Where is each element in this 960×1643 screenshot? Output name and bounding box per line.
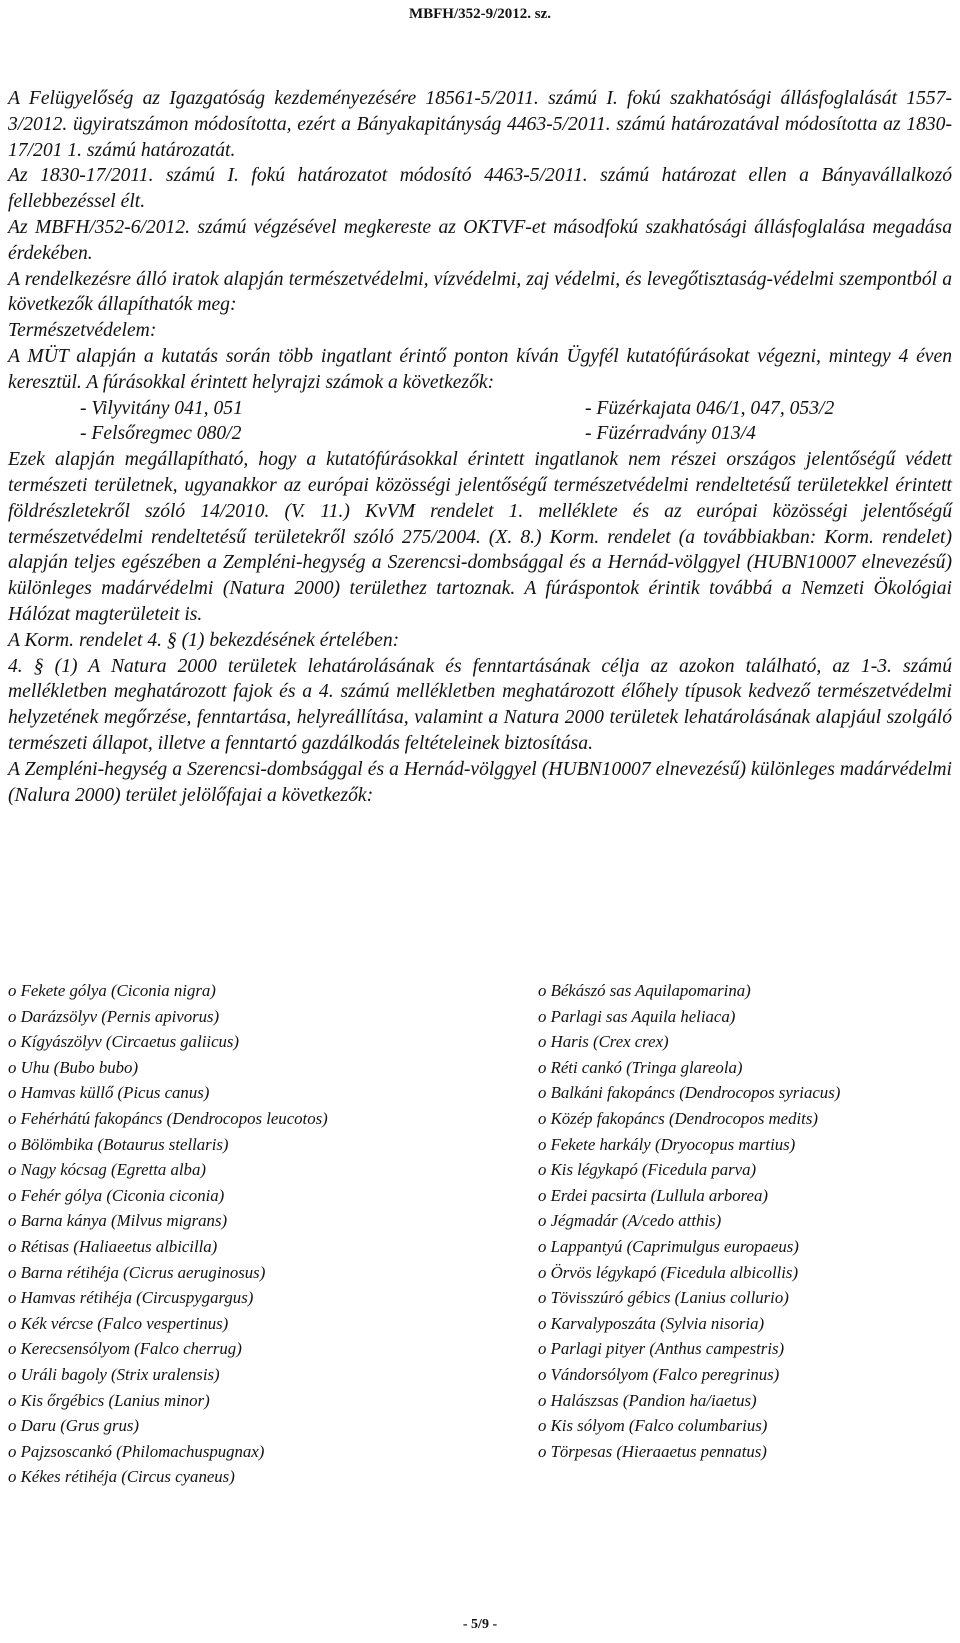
species-item: o Kígyászölyv (Circaetus galiicus) <box>8 1032 240 1052</box>
paragraph: Az 1830-17/2011. számú I. fokú határozatot módosító 4463-5/2011. számú határozat ellen a Bányavállalkozó fellebbezéssel élt. <box>8 165 952 213</box>
species-item: o Pajzsoscankó (Philomachuspugnax) <box>8 1441 265 1461</box>
paragraph: A Zempléni-hegység a Szerencsi-dombsággal és a Hernád-völggyel (HUBN10007 elnevezésű) különleges madárvédelmi (Nalura 2000) terület jelölőfajai a következők: <box>8 758 952 806</box>
species-item: o Bölömbika (Botaurus stellaris) <box>8 1134 229 1154</box>
species-column-right <box>538 978 948 1490</box>
species-item: o Örvös légykapó (Ficedula albicollis) <box>538 1262 799 1282</box>
species-item: o Tövisszúró gébics (Lanius collurio) <box>538 1288 789 1308</box>
species-item: o Balkáni fakopáncs (Dendrocopos syriacus) <box>538 1083 841 1103</box>
species-item: o Daru (Grus grus) <box>8 1416 139 1436</box>
species-item: o Vándorsólyom (Falco peregrinus) <box>538 1364 780 1384</box>
species-item: o Törpesas (Hieraaetus pennatus) <box>538 1441 767 1461</box>
parcel-item: - Füzérradvány 013/4 <box>585 423 756 445</box>
paragraph: A rendelkezésre álló iratok alapján természetvédelmi, vízvédelmi, zaj védelmi, és levegőtisztaság-védelmi szempontból a következők állapíthatók meg: <box>8 268 952 316</box>
species-item: o Kékes rétihéja (Circus cyaneus) <box>8 1467 235 1487</box>
page-number: - 5/9 - <box>462 1617 498 1632</box>
species-item: o Parlagi pityer (Anthus campestris) <box>538 1339 785 1359</box>
species-item: o Karvalyposzáta (Sylvia nisoria) <box>538 1313 765 1333</box>
paragraph: 4. § (1) A Natura 2000 területek lehatárolásának és fenntartásának célja az azokon található, az 1-3. számú mellékletben meghatározott fajok és a 4. számú mellékletben meghatározott élőhely típusok kedvező természetvédelmi helyzetének megőrzése, fenntartása, helyreállítása, valamint a Natura 2000 területek lehatárolásának alapjául szolgáló természeti állapot, illetve a fenntartó gazdálkodás feltételeinek biztosítása. <box>8 655 952 754</box>
species-item: o Fekete harkály (Dryocopus martius) <box>538 1134 796 1154</box>
species-item: o Barna rétihéja (Cicrus aeruginosus) <box>8 1262 266 1282</box>
species-item: o Barna kánya (Milvus migrans) <box>8 1211 228 1231</box>
species-column-left <box>8 978 538 1490</box>
paragraph: A Felügyelőség az Igazgatóság kezdeményezésére 18561-5/2011. számú I. fokú szakhatósági állásfoglalását 1557-3/2012. ügyiratszámon módosította, ezért a Bányakapitányság 4463-5/2011. számú határozatával módosította az 1830-17/201 1. számú határozatát. <box>8 88 952 161</box>
species-item: o Réti cankó (Tringa glareola) <box>538 1057 743 1077</box>
parcel-item: - Füzérkajata 046/1, 047, 053/2 <box>585 397 835 419</box>
species-item: o Erdei pacsirta (Lullula arborea) <box>538 1185 768 1205</box>
species-item: o Lappantyú (Caprimulgus europaeus) <box>538 1236 799 1256</box>
species-item: o Kis légykapó (Ficedula parva) <box>538 1160 757 1180</box>
species-item: o Hamvas küllő (Picus canus) <box>8 1083 210 1103</box>
species-item: o Kék vércse (Falco vespertinus) <box>8 1313 229 1333</box>
species-item: o Halászsas (Pandion ha/iaetus) <box>538 1390 757 1410</box>
species-item: o Kerecsensólyom (Falco cherrug) <box>8 1339 242 1359</box>
species-item: o Nagy kócsag (Egretta alba) <box>8 1160 206 1180</box>
parcel-item: - Felsőregmec 080/2 <box>80 423 242 445</box>
species-item: o Jégmadár (A/cedo atthis) <box>538 1211 722 1231</box>
species-item: o Kis őrgébics (Lanius minor) <box>8 1390 210 1410</box>
species-item: o Közép fakopáncs (Dendrocopos medits) <box>538 1108 818 1128</box>
paragraph: Ezek alapján megállapítható, hogy a kutatófúrásokkal érintett ingatlanok nem részei országos jelentőségű védett természeti területnek, ugyanakkor az európai közösségi jelentőségű természetvédelmi rendeltetésű területekkel érintett földrészletekről szóló 14/2010. (V. 11.) KvVM rendelet 1. melléklete és az európai közösségi jelentőségű természetvédelmi rendeltetésű területekről szóló 275/2004. (X. 8.) Korm. rendelet (a továbbiakban: Korm. rendelet) alapján teljes egészében a Zempléni-hegység a Szerencsi-dombsággal és a Hernád-völggyel (HUBN10007 elnevezésű) különleges madárvédelmi (Natura 2000) területhez tartoznak. A fúráspontok érintik továbbá a Nemzeti Ökológiai Hálózat magterületeit is. <box>8 449 952 625</box>
species-item: o Darázsölyv (Pernis apivorus) <box>8 1006 220 1026</box>
species-item: o Fehér gólya (Ciconia ciconia) <box>8 1185 225 1205</box>
parcel-item: - Vilyvitány 041, 051 <box>80 397 243 419</box>
species-item: o Fekete gólya (Ciconia nigra) <box>8 981 216 1000</box>
document-body <box>8 86 952 808</box>
species-list <box>8 978 952 1490</box>
parcel-list <box>80 396 952 448</box>
section-heading: Természetvédelem: <box>8 320 157 342</box>
paragraph: Az MBFH/352-6/2012. számú végzésével megkereste az OKTVF-et másodfokú szakhatósági állásfoglalása megadása érdekében. <box>8 216 952 264</box>
species-item: o Békászó sas Aquilapomarina) <box>538 981 751 1000</box>
species-item: o Fehérhátú fakopáncs (Dendrocopos leucotos) <box>8 1108 328 1128</box>
document-number-header: MBFH/352-9/2012. sz. <box>408 6 552 22</box>
species-item: o Uhu (Bubo bubo) <box>8 1057 139 1077</box>
species-item: o Haris (Crex crex) <box>538 1032 669 1052</box>
species-item: o Kis sólyom (Falco columbarius) <box>538 1416 768 1436</box>
species-item: o Hamvas rétihéja (Circuspygargus) <box>8 1288 254 1308</box>
paragraph: A MÜT alapján a kutatás során több ingatlant érintő ponton kíván Ügyfél kutatófúrásokat végezni, mintegy 4 éven keresztül. A fúrásokkal érintett helyrajzi számok a következők: <box>8 345 952 393</box>
paragraph: A Korm. rendelet 4. § (1) bekezdésének értelében: <box>8 629 400 651</box>
species-item: o Parlagi sas Aquila heliaca) <box>538 1006 736 1026</box>
species-item: o Rétisas (Haliaeetus albicilla) <box>8 1236 218 1256</box>
species-item: o Uráli bagoly (Strix uralensis) <box>8 1364 220 1384</box>
